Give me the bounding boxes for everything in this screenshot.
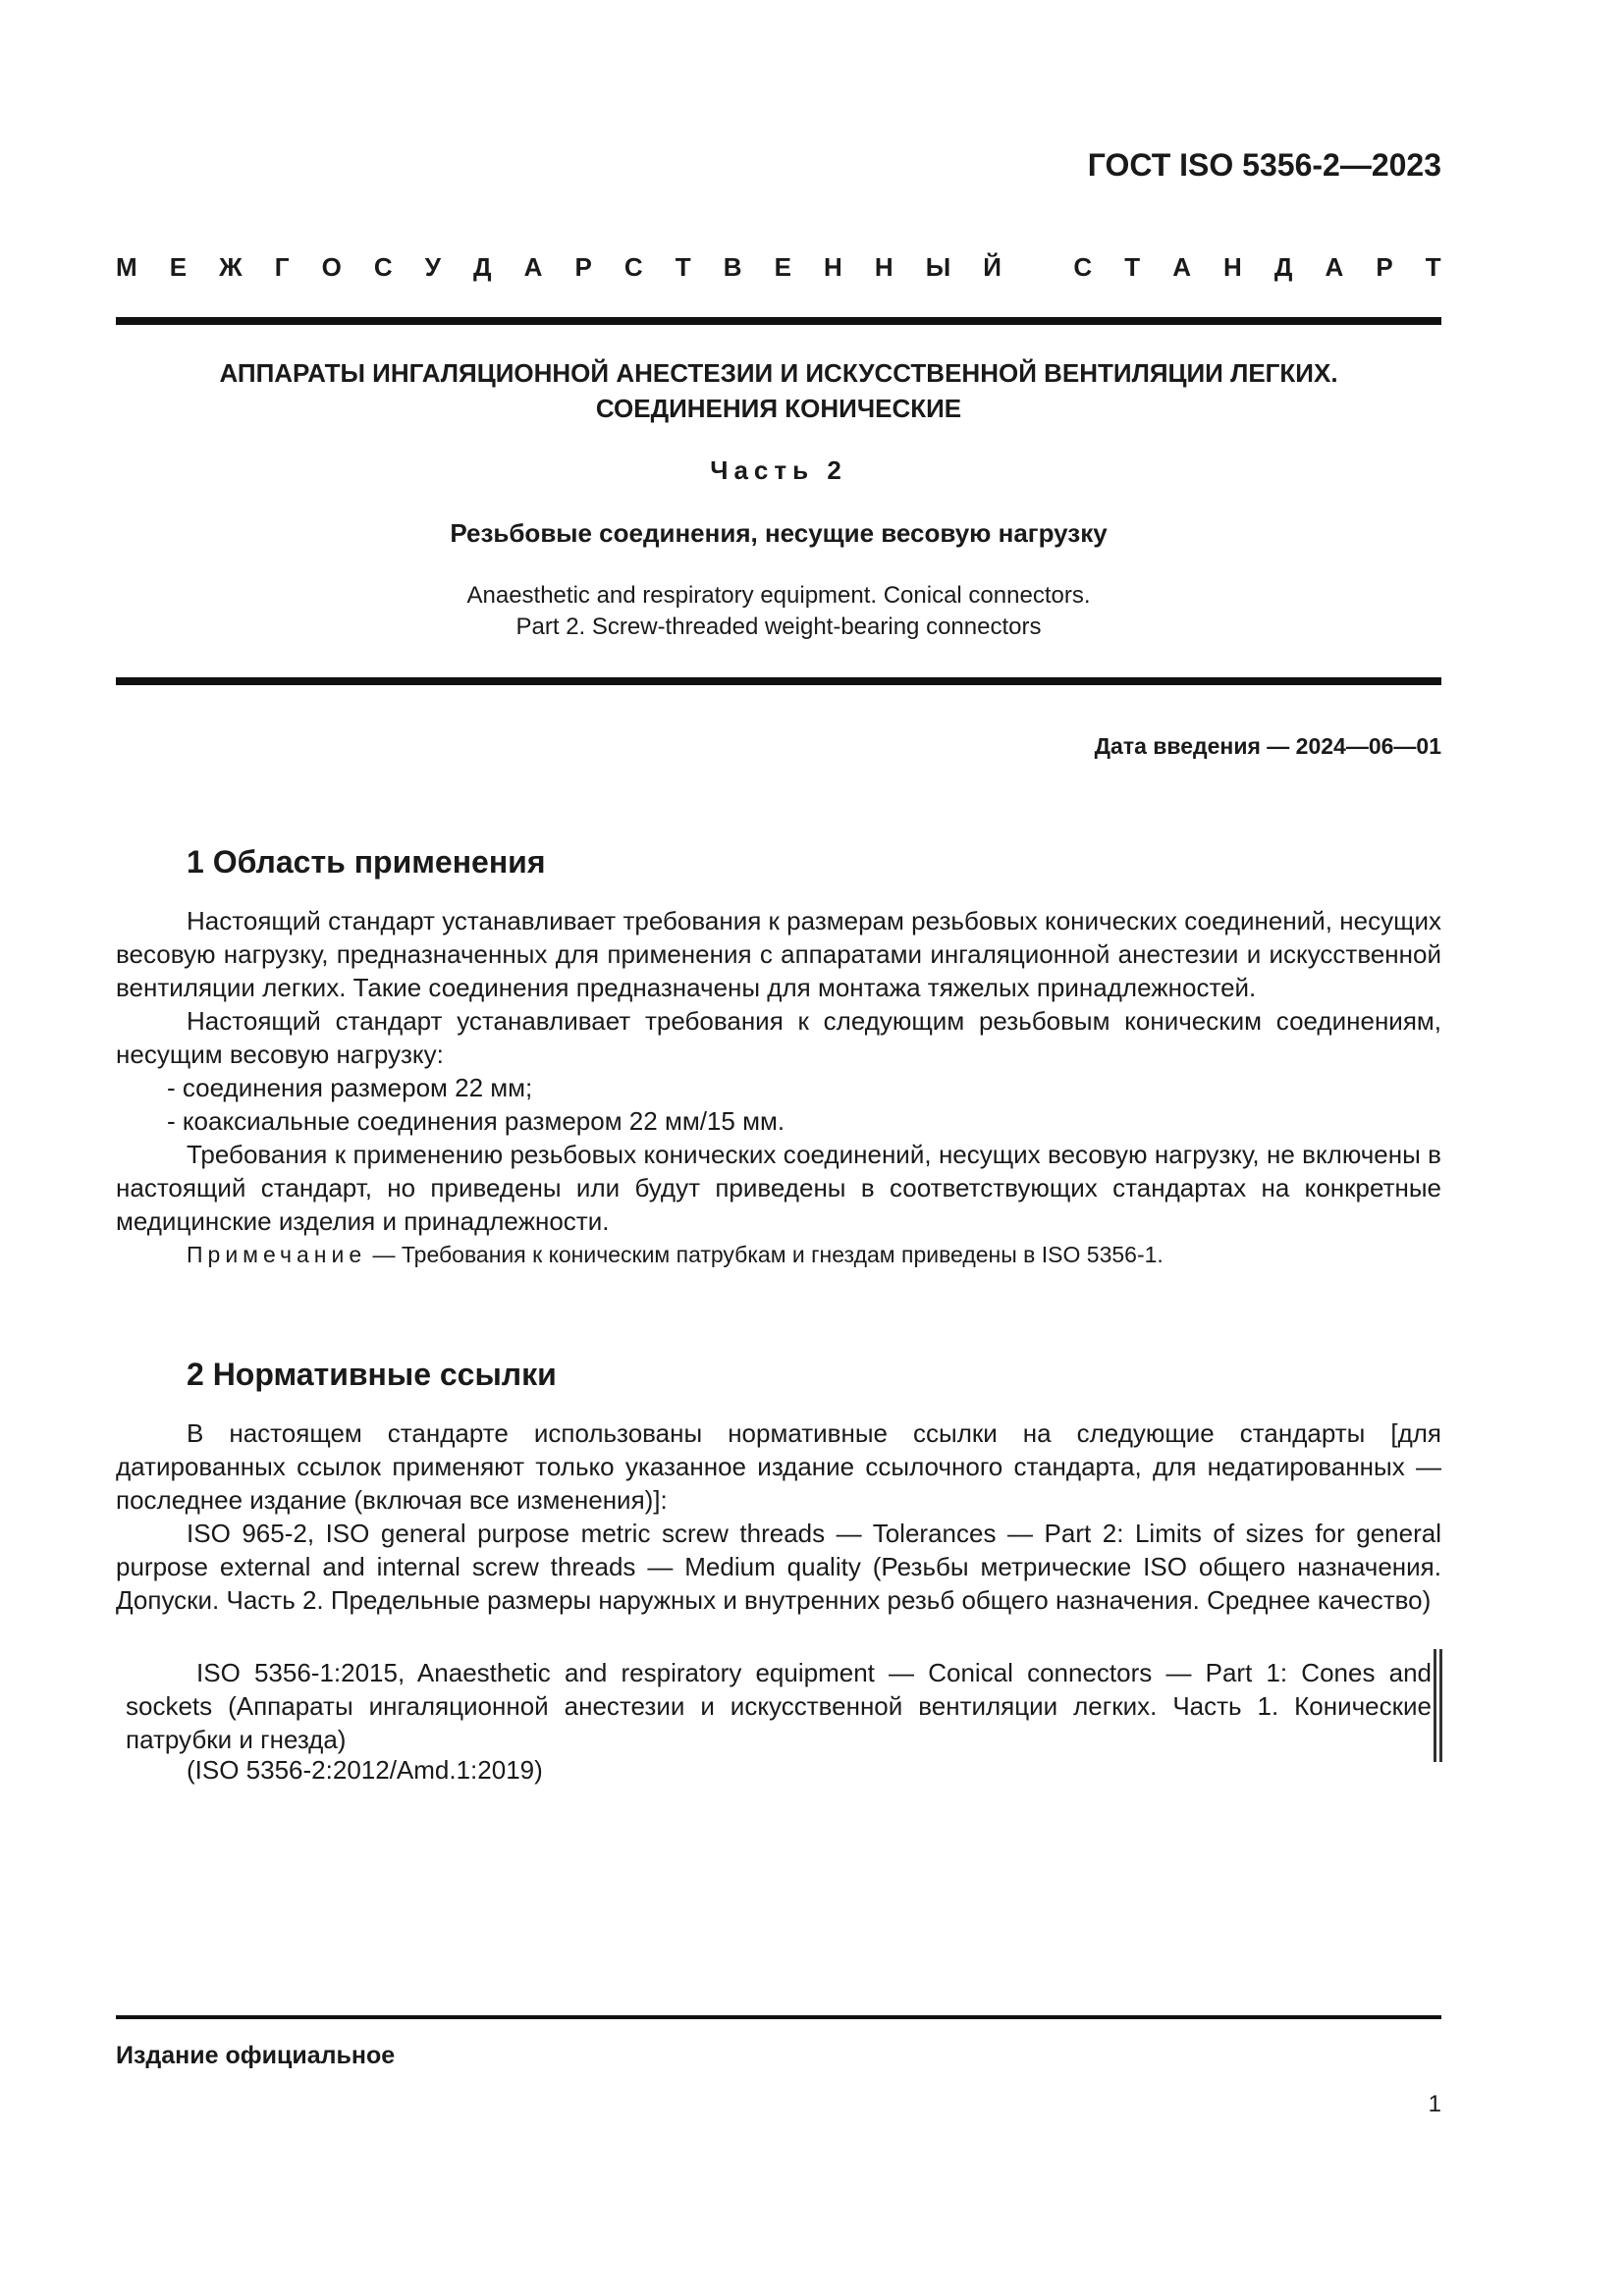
interstate-letter: Н: [1223, 252, 1242, 282]
section-1-heading: 1 Область применения: [187, 844, 546, 880]
document-number: ГОСТ ISO 5356-2—2023: [1087, 147, 1441, 183]
edition-label: Издание официальное: [116, 2042, 396, 2069]
section-2-paragraph-3: ISO 5356-1:2015, Anaesthetic and respiratory equipment — Conical connectors — Part 1: Cones and sockets (Аппараты ингаляционной анестезии и искусственной вентиляции легких. Часть 1. Конические патрубки и гнезда): [126, 1658, 1432, 1754]
note-text: — Требования к коническим патрубкам и гнездам приведены в ISO 5356-1.: [366, 1242, 1164, 1267]
interstate-letter: [1034, 252, 1041, 283]
section-2-body: [116, 1416, 1441, 1617]
interstate-letter: Н: [874, 252, 893, 282]
interstate-letter: Т: [675, 252, 691, 282]
interstate-letter: Е: [774, 252, 791, 282]
interstate-letter: А: [523, 252, 543, 282]
interstate-letter: Т: [1425, 252, 1441, 282]
section-1-paragraph-2: Настоящий стандарт устанавливает требования к следующим резьбовым коническим соединениям, несущим весовую нагрузку:: [116, 1006, 1441, 1069]
interstate-letter: М: [116, 252, 137, 282]
top-divider: [116, 317, 1441, 325]
title-divider: [116, 677, 1441, 685]
title-line-1: АППАРАТЫ ИНГАЛЯЦИОННОЙ АНЕСТЕЗИИ И ИСКУССТВЕННОЙ ВЕНТИЛЯЦИИ ЛЕГКИХ.: [219, 358, 1338, 388]
interstate-letter: С: [623, 252, 643, 282]
interstate-letter: Т: [1124, 252, 1141, 282]
document-title: [116, 355, 1441, 426]
page-number: 1: [1428, 2091, 1441, 2117]
interstate-letter: Й: [983, 252, 1001, 282]
interstate-letter: О: [321, 252, 342, 282]
section-1-paragraph-1: Настоящий стандарт устанавливает требования к размерам резьбовых конических соединений, несущих весовую нагрузку, предназначенных для применения с аппаратами ингаляционной анестезии и искусственной вентиляции легких. Такие соединения предназначены для монтажа тяжелых принадлежностей.: [116, 906, 1441, 1002]
interstate-standard-heading: [116, 252, 1441, 283]
revision-bar: [1439, 1649, 1442, 1762]
introduction-date: Дата введения — 2024—06—01: [1094, 733, 1441, 759]
section-1-paragraph-3: Требования к применению резьбовых конических соединений, несущих весовую нагрузку, не включены в настоящий стандарт, но приведены или будут приведены в соответствующих стандартах на конкретные медицинские изделия и принадлежности.: [116, 1140, 1441, 1236]
interstate-letter: Н: [824, 252, 842, 282]
interstate-letter: А: [1172, 252, 1191, 282]
section-2-heading: 2 Нормативные ссылки: [187, 1357, 557, 1392]
interstate-letter: У: [424, 252, 441, 282]
interstate-letter: С: [373, 252, 393, 282]
footer-divider: [116, 2015, 1441, 2019]
interstate-letter: Д: [1273, 252, 1293, 282]
interstate-letter: Д: [473, 252, 492, 282]
note-label: Примечание: [187, 1242, 367, 1267]
list-item: - коаксиальные соединения размером 22 мм/15 мм.: [167, 1106, 785, 1136]
interstate-letter: Г: [274, 252, 290, 282]
title-line-2: СОЕДИНЕНИЯ КОНИЧЕСКИЕ: [595, 394, 962, 423]
amendment-reference: (ISO 5356-2:2012/Amd.1:2019): [187, 1755, 543, 1785]
english-title: [116, 580, 1441, 643]
note: [116, 1238, 1441, 1271]
interstate-letter: Е: [169, 252, 188, 282]
english-title-line-2: Part 2. Screw-threaded weight-bearing connectors: [515, 614, 1042, 640]
interstate-letter: Ы: [925, 252, 951, 282]
interstate-letter: Р: [574, 252, 592, 282]
interstate-letter: Ж: [219, 252, 243, 282]
section-2-paragraph-1: В настоящем стандарте использованы нормативные ссылки на следующие стандарты [для датированных ссылок применяют только указанное издание ссылочного стандарта, для недатированных — последнее издание (включая все изменения)]:: [116, 1418, 1441, 1515]
part-label: Часть 2: [710, 455, 847, 485]
interstate-letter: Р: [1376, 252, 1393, 282]
interstate-letter: С: [1073, 252, 1093, 282]
section-1-body: [116, 904, 1441, 1271]
amended-reference: [126, 1656, 1432, 1756]
interstate-letter: А: [1325, 252, 1344, 282]
list-item: - соединения размером 22 мм;: [167, 1073, 533, 1102]
english-title-line-1: Anaesthetic and respiratory equipment. Conical connectors.: [466, 582, 1091, 609]
interstate-letter: В: [723, 252, 742, 282]
revision-bar: [1434, 1649, 1436, 1762]
part-subtitle: Резьбовые соединения, несущие весовую нагрузку: [450, 518, 1108, 548]
section-2-paragraph-2: ISO 965-2, ISO general purpose metric screw threads — Tolerances — Part 2: Limits of sizes for general purpose external and internal screw threads — Medium quality (Резьбы метрические ISO общего назначения. Допуски. Часть 2. Предельные размеры наружных и внутренних резьб общего назначения. Среднее качество): [116, 1519, 1441, 1615]
